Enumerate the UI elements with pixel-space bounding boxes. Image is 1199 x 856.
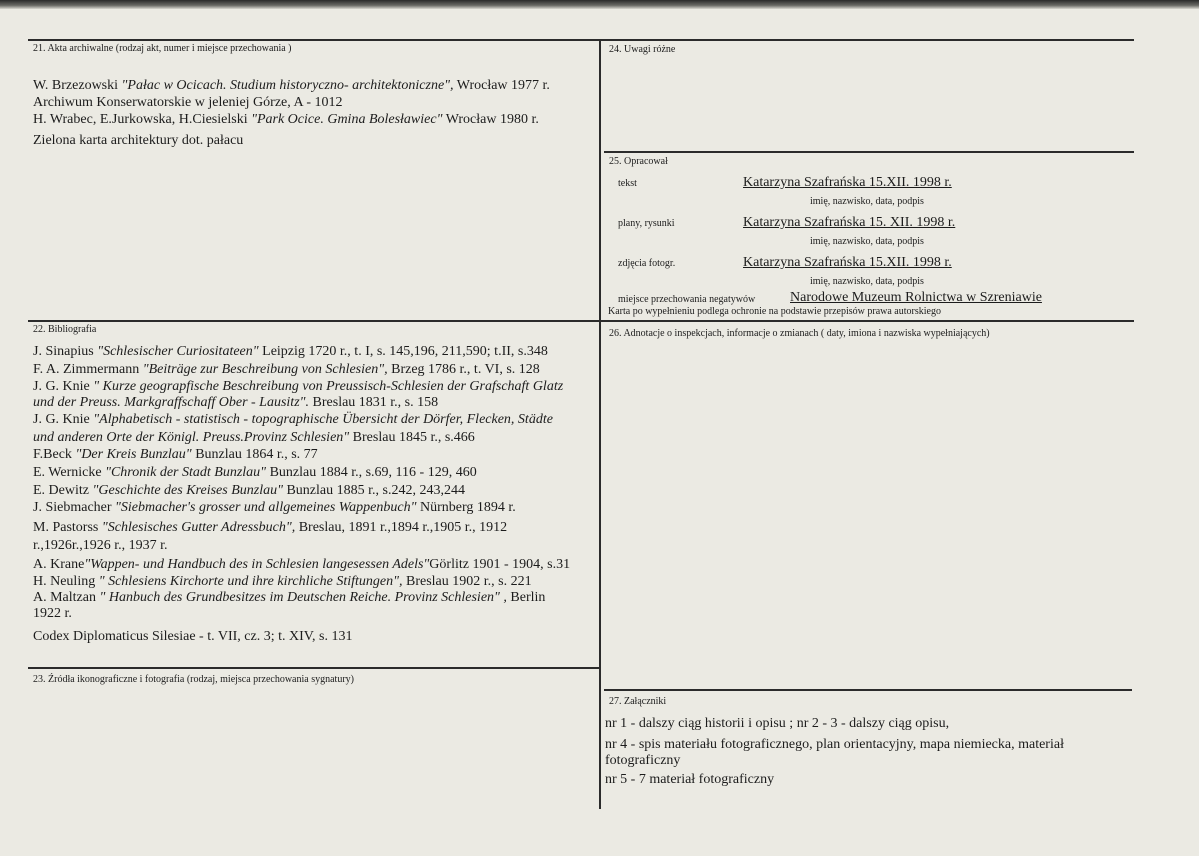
section-22-label: 22. Bibliografia [33,324,97,335]
attachment-line-2: nr 4 - spis materiału fotograficznego, plan orientacyjny, mapa niemiecka, materiał [605,737,1064,752]
archive-line-3: H. Wrabec, E.Jurkowska, H.Ciesielski "Park Ocice. Gmina Bolesławiec" Wrocław 1980 r. [33,112,539,127]
section-26-label: 26. Adnotacje o inspekcjach, informacje o zmianach ( daty, imiona i nazwiska wypełniających) [609,328,990,339]
bib-entry-knie-1: J. G. Knie " Kurze geograpfische Beschreibung von Preussisch-Schlesien der Grafschaft Glatz [33,379,564,394]
bib-entry-neuling: H. Neuling " Schlesiens Kirchorte und ihre kirchliche Stiftungen", Breslau 1902 r., s. 221 [33,574,532,589]
bib-entry-dewitz: E. Dewitz "Geschichte des Kreises Bunzlau" Bunzlau 1885 r., s.242, 243,244 [33,483,465,498]
zdjecia-label: zdjęcia fotogr. [618,258,676,269]
section-23-label: 23. Źródła ikonograficzne i fotografia (rodzaj, miejsca przechowania sygnatury) [33,674,354,685]
attachment-line-3: fotograficzny [605,753,681,768]
archive-line-4: Zielona karta architektury dot. pałacu [33,133,244,148]
section-25-label: 25. Opracował [609,156,668,167]
bib-entry-zimmermann: F. A. Zimmermann "Beiträge zur Beschreibung von Schlesien", Brzeg 1786 r., t. VI, s. 128 [33,362,540,377]
tekst-label: tekst [618,178,637,189]
bib-entry-krane: A. Krane"Wappen- und Handbuch des in Schlesien langesessen Adels"Görlitz 1901 - 1904, s.31 [33,557,571,572]
bib-entry-pastorss-cont: r.,1926r.,1926 r., 1937 r. [33,538,168,553]
bib-entry-knie-1-cont: und der Preuss. Markgraffschaff Ober - Lausitz". Breslau 1831 r., s. 158 [33,395,439,410]
attachment-line-4: nr 5 - 7 materiał fotograficzny [605,772,775,787]
scan-edge [0,0,1199,9]
rule-22-23 [28,667,600,669]
archive-line-2: Archiwum Konserwatorskie w jeleniej Górze, A - 1012 [33,95,343,110]
bib-entry-beck: F.Beck "Der Kreis Bunzlau" Bunzlau 1864 r., s. 77 [33,447,318,462]
tekst-signature: Katarzyna Szafrańska 15.XII. 1998 r. [743,175,952,190]
section-27-label: 27. Załączniki [609,696,667,707]
rule-24-25 [604,151,1134,153]
negatives-location: Narodowe Muzeum Rolnictwa w Szreniawie [790,290,1042,305]
section-24-label: 24. Uwagi różne [609,44,676,55]
zdjecia-caption: imię, nazwisko, data, podpis [810,276,924,287]
bib-entry-codex: Codex Diplomaticus Silesiae - t. VII, cz. 3; t. XIV, s. 131 [33,629,353,644]
bib-entry-knie-2: J. G. Knie "Alphabetisch - statistisch - topographische Übersicht der Dörfer, Flecken, Städte [33,412,553,427]
zdjecia-signature: Katarzyna Szafrańska 15.XII. 1998 r. [743,255,952,270]
plany-caption: imię, nazwisko, data, podpis [810,236,924,247]
top-rule [28,39,1134,41]
bib-entry-wernicke: E. Wernicke "Chronik der Stadt Bunzlau" Bunzlau 1884 r., s.69, 116 - 129, 460 [33,465,477,480]
archive-line-1: W. Brzezowski "Pałac w Ocicach. Studium historyczno- architektoniczne", Wrocław 1977 r. [33,78,550,93]
bib-entry-maltzan: A. Maltzan " Hanbuch des Grundbesitzes im Deutschen Reiche. Provinz Schlesien" , Berlin [33,590,546,605]
bib-entry-knie-2-cont: und anderen Orte der Königl. Preuss.Provinz Schlesien" Breslau 1845 r., s.466 [33,430,475,445]
rule-26-27 [604,689,1132,691]
mid-rule [28,320,1134,322]
center-divider [599,39,601,809]
plany-label: plany, rysunki [618,218,675,229]
tekst-caption: imię, nazwisko, data, podpis [810,196,924,207]
section-21-label: 21. Akta archiwalne (rodzaj akt, numer i miejsce przechowania ) [33,43,292,54]
bib-entry-sinapius: J. Sinapius "Schlesischer Curiositateen" Leipzig 1720 r., t. I, s. 145,196, 211,590; t.II, s.348 [33,344,548,359]
bib-entry-siebmacher: J. Siebmacher "Siebmacher's grosser und allgemeines Wappenbuch" Nürnberg 1894 r. [33,500,516,515]
copyright-note: Karta po wypełnieniu podlega ochronie na podstawie przepisów prawa autorskiego [608,306,941,317]
bib-entry-maltzan-cont: 1922 r. [33,606,72,621]
attachment-line-1: nr 1 - dalszy ciąg historii i opisu ; nr 2 - 3 - dalszy ciąg opisu, [605,716,950,731]
plany-signature: Katarzyna Szafrańska 15. XII. 1998 r. [743,215,956,230]
negatives-label: miejsce przechowania negatywów [618,294,756,305]
bib-entry-pastorss: M. Pastorss "Schlesisches Gutter Adressbuch", Breslau, 1891 r.,1894 r.,1905 r., 1912 [33,520,508,535]
